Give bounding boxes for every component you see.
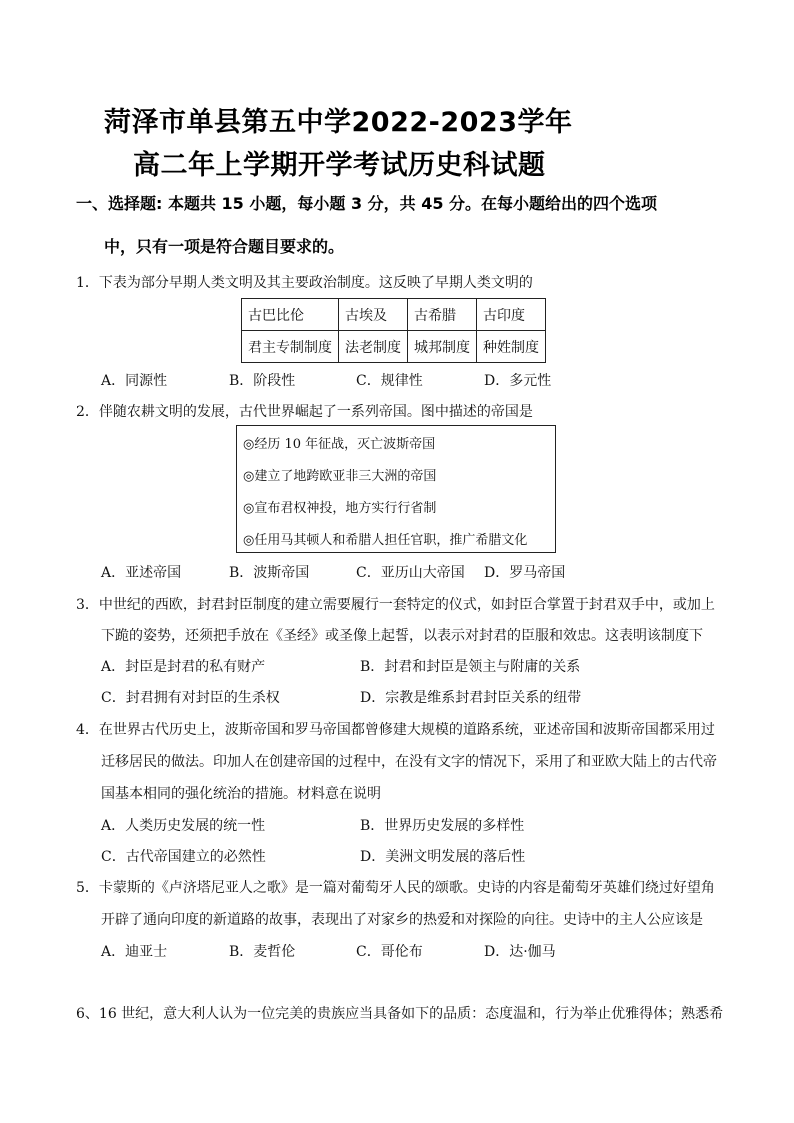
table-cell: 古巴比伦 bbox=[242, 299, 339, 331]
q1-option-a: A．同源性 bbox=[101, 373, 168, 389]
q3-stem-line-2: 下跪的姿势，还须把手放在《圣经》或圣像上起誓，以表示对封君的臣服和效忠。这表明该制度下 bbox=[101, 628, 703, 644]
q4-option-d: D．美洲文明发展的落后性 bbox=[360, 849, 526, 865]
section-heading-line-2: 中，只有一项是符合题目要求的。 bbox=[104, 237, 345, 256]
q1-option-c: C．规律性 bbox=[356, 373, 423, 389]
q1-stem: 1．下表为部分早期人类文明及其主要政治制度。这反映了早期人类文明的 bbox=[76, 275, 533, 291]
q2-option-a: A．亚述帝国 bbox=[101, 565, 182, 581]
q3-stem-line-1: 3．中世纪的西欧，封君封臣制度的建立需要履行一套特定的仪式，如封臣合掌置于封君双手中，或加上 bbox=[76, 597, 715, 613]
q2-box-line-1: ◎经历 10 年征战，灭亡波斯帝国 bbox=[243, 437, 436, 452]
q5-option-d: D．达·伽马 bbox=[484, 944, 556, 960]
q4-option-a: A．人类历史发展的统一性 bbox=[101, 818, 266, 834]
q5-option-b: B．麦哲伦 bbox=[229, 944, 296, 960]
q3-option-d: D．宗教是维系封君封臣关系的纽带 bbox=[360, 690, 582, 706]
q2-box-line-3: ◎宣布君权神投，地方实行行省制 bbox=[243, 501, 437, 516]
q5-option-a: A．迪亚士 bbox=[101, 944, 168, 960]
q4-option-b: B．世界历史发展的多样性 bbox=[360, 818, 525, 834]
q2-option-b: B．波斯帝国 bbox=[229, 565, 310, 581]
q1-option-d: D．多元性 bbox=[484, 373, 552, 389]
section-heading-line-1: 一、选择题: 本题共 15 小题，每小题 3 分，共 45 分。在每小题给出的四个选项 bbox=[76, 194, 658, 213]
q4-stem-line-2: 迁移居民的做法。印加人在创建帝国的过程中，在没有文字的情况下，采用了和亚欧大陆上的古代帝 bbox=[101, 754, 717, 770]
q6-stem-line-1: 6、16 世纪，意大利人认为一位完美的贵族应当具备如下的品质：态度温和，行为举止优雅得体；熟悉希 bbox=[76, 1006, 724, 1022]
q2-box-line-4: ◎任用马其顿人和希腊人担任官职，推广希腊文化 bbox=[243, 533, 528, 548]
table-cell: 古埃及 bbox=[339, 299, 408, 331]
q1-option-b: B．阶段性 bbox=[229, 373, 296, 389]
table-cell: 种姓制度 bbox=[477, 331, 546, 363]
q4-stem-line-1: 4．在世界古代历史上，波斯帝国和罗马帝国都曾修建大规模的道路系统，亚述帝国和波斯帝国都采用过 bbox=[76, 722, 715, 738]
table-cell: 城邦制度 bbox=[408, 331, 477, 363]
q4-stem-line-3: 国基本相同的强化统治的措施。材料意在说明 bbox=[101, 786, 381, 802]
table-cell: 君主专制制度 bbox=[242, 331, 339, 363]
q3-option-c: C．封君拥有对封臣的生杀权 bbox=[101, 690, 280, 706]
q2-stem: 2．伴随农耕文明的发展，古代世界崛起了一系列帝国。图中描述的帝国是 bbox=[76, 404, 533, 420]
q2-box-line-2: ◎建立了地跨欧亚非三大洲的帝国 bbox=[243, 469, 437, 484]
table-cell: 古希腊 bbox=[408, 299, 477, 331]
q2-option-c: C．亚历山大帝国 bbox=[356, 565, 465, 581]
q5-stem-line-1: 5．卡蒙斯的《卢济塔尼亚人之歌》是一篇对葡萄牙人民的颂歌。史诗的内容是葡萄牙英雄们绕过好望角 bbox=[76, 880, 715, 896]
table-cell: 古印度 bbox=[477, 299, 546, 331]
q2-info-box bbox=[236, 425, 556, 553]
title-line-2: 高二年上学期开学考试历史科试题 bbox=[133, 150, 546, 181]
table-row bbox=[242, 331, 546, 363]
q5-stem-line-2: 开辟了通向印度的新道路的故事，表现出了对家乡的热爱和对探险的向往。史诗中的主人公应该是 bbox=[101, 912, 703, 928]
title-line-1: 菏泽市单县第五中学2022-2023学年 bbox=[104, 107, 573, 138]
q2-option-d: D．罗马帝国 bbox=[484, 565, 566, 581]
table-row bbox=[242, 299, 546, 331]
table-cell: 法老制度 bbox=[339, 331, 408, 363]
q1-table bbox=[241, 298, 546, 363]
q3-option-b: B．封君和封臣是领主与附庸的关系 bbox=[360, 659, 581, 675]
q4-option-c: C．古代帝国建立的必然性 bbox=[101, 849, 266, 865]
q3-option-a: A．封臣是封君的私有财产 bbox=[101, 659, 266, 675]
q5-option-c: C．哥伦布 bbox=[356, 944, 423, 960]
